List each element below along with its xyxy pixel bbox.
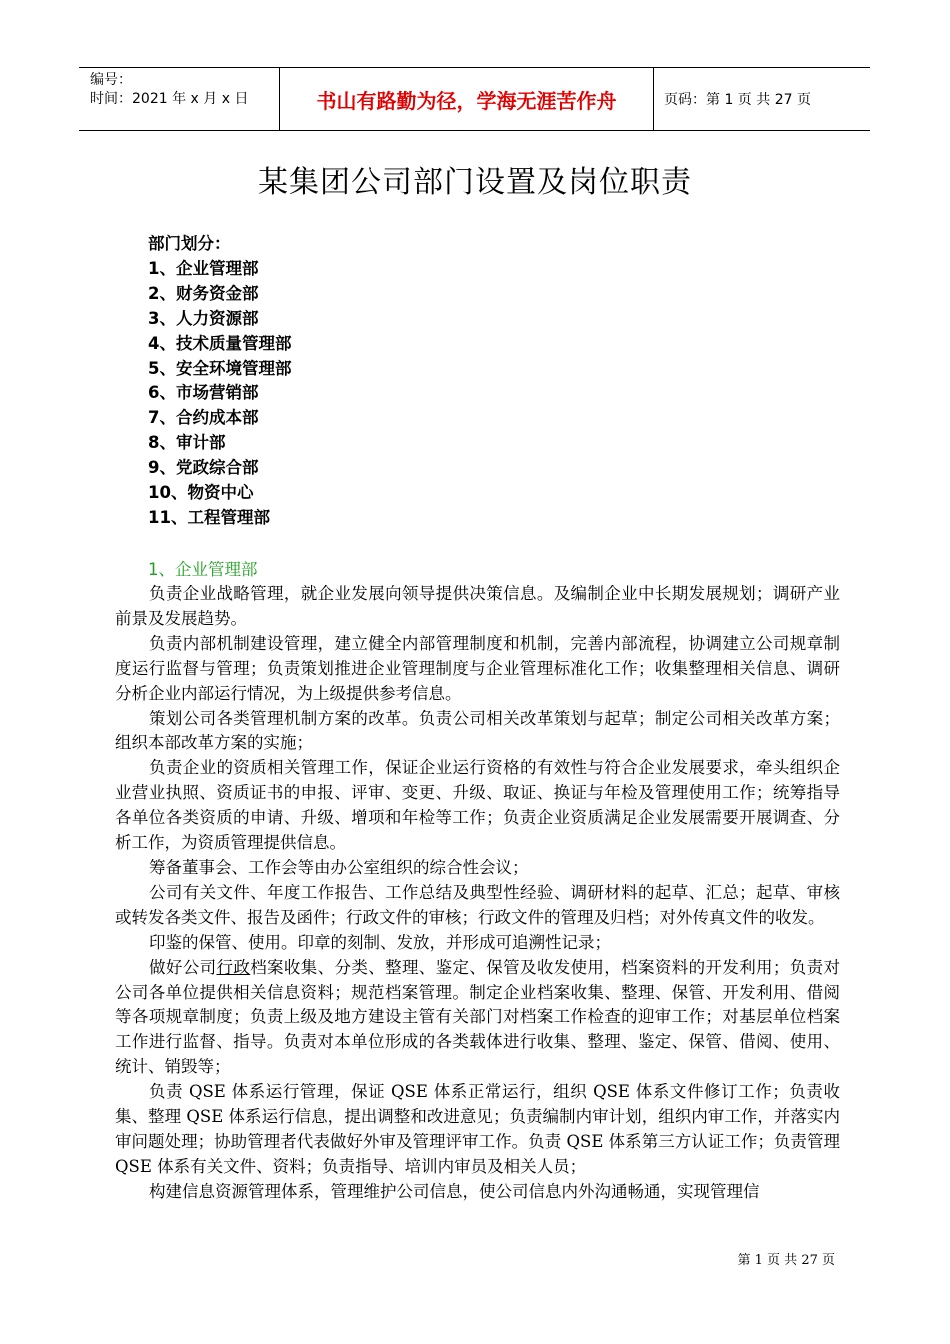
archive-text-start: 做好公司 <box>149 957 217 977</box>
header-meta <box>79 68 280 130</box>
paragraph-info: 构建信息资源管理体系，管理维护公司信息，使公司信息内外沟通畅通，实现管理信 <box>149 1181 760 1201</box>
paragraph: 负责企业的资质相关管理工作，保证企业运行资格的有效性与符合企业发展要求，牵头组织企业营业执照、资质证书的申报、评审、变更、升级、取证、换证与年检及管理使用工作；统筹指导各单位各类资质的申请、升级、增项和年检等工作；负责企业资质满足企业发展需要开展调查、分析工作，为资质管理提供信息。 <box>115 758 840 853</box>
header-motto: 书山有路勤为径，学海无涯苦作舟 <box>280 68 654 130</box>
archive-text-rest: 档案收集、分类、整理、鉴定、保管及收发使用，档案资料的开发利用；负责对公司各单位提供相关信息资料；规范档案管理。制定企业档案收集、整理、保管、开发利用、借阅等各项规章制度；负责上级及地方建设主管有关部门对档案工作检查的迎审工作；对基层单位档案工作进行监督、指导。负责对本单位形成的各类载体进行收集、整理、鉴定、保管、借阅、使用、统计、销毁等； <box>115 957 841 1077</box>
department-item: 3、人力资源部 <box>148 308 259 328</box>
department-item: 7、合约成本部 <box>148 408 259 428</box>
header-page-number: 页码：第 1 页 共 27 页 <box>664 92 811 108</box>
department-item: 1、企业管理部 <box>148 258 259 278</box>
section-body <box>115 582 840 1205</box>
paragraph: 负责内部机制建设管理，建立健全内部管理制度和机制，完善内部流程，协调建立公司规章制度运行监督与管理；负责策划推进企业管理制度与企业管理标准化工作；收集整理相关信息、调研分析企业内部运行情况，为上级提供参考信息。 <box>115 633 840 703</box>
section-heading: 1、企业管理部 <box>148 560 258 579</box>
department-item: 6、市场营销部 <box>148 383 259 403</box>
page-header <box>79 67 870 131</box>
department-item: 5、安全环境管理部 <box>148 358 292 378</box>
department-item: 8、审计部 <box>148 433 226 453</box>
underlined-term: 行政 <box>216 957 251 977</box>
department-item: 10、物资中心 <box>148 483 254 503</box>
department-item: 11、工程管理部 <box>148 507 270 527</box>
department-list-heading: 部门划分： <box>148 234 231 253</box>
paragraph-qse: 负责 QSE 体系运行管理，保证 QSE 体系正常运行，组织 QSE 体系文件修订工作；负责收集、整理 QSE 体系运行信息，提出调整和改进意见；负责编制内审计划，组织内审工作，并落实内审问题处理；协助管理者代表做好外审及管理评审工作。负责 QSE 体系第三方认证工作；负责管理 QSE 体系有关文件、资料；负责指导、培训内审员及相关人员； <box>115 1082 840 1176</box>
paragraph-archive <box>115 956 840 1081</box>
doc-number-label: 编号： <box>90 72 132 88</box>
paragraph: 印鉴的保管、使用。印章的刻制、发放，并形成可追溯性记录； <box>149 932 611 952</box>
doc-date-label: 时间：2021 年 x 月 x 日 <box>90 91 249 107</box>
page-footer: 第 1 页 共 27 页 <box>737 1253 835 1268</box>
paragraph: 筹备董事会、工作会等由办公室组织的综合性会议； <box>149 857 529 877</box>
department-list <box>148 232 291 531</box>
department-item: 9、党政综合部 <box>148 458 259 478</box>
document-title: 某集团公司部门设置及岗位职责 <box>258 165 692 200</box>
paragraph: 策划公司各类管理机制方案的改革。负责公司相关改革策划与起草；制定公司相关改革方案；组织本部改革方案的实施； <box>115 708 840 753</box>
paragraph: 负责企业战略管理，就企业发展向领导提供决策信息。及编制企业中长期发展规划；调研产业前景及发展趋势。 <box>115 584 840 628</box>
department-item: 4、技术质量管理部 <box>148 333 292 353</box>
department-item: 2、财务资金部 <box>148 283 259 303</box>
paragraph: 公司有关文件、年度工作报告、工作总结及典型性经验、调研材料的起草、汇总；起草、审核或转发各类文件、报告及函件；行政文件的审核；行政文件的管理及归档；对外传真文件的收发。 <box>115 882 840 927</box>
